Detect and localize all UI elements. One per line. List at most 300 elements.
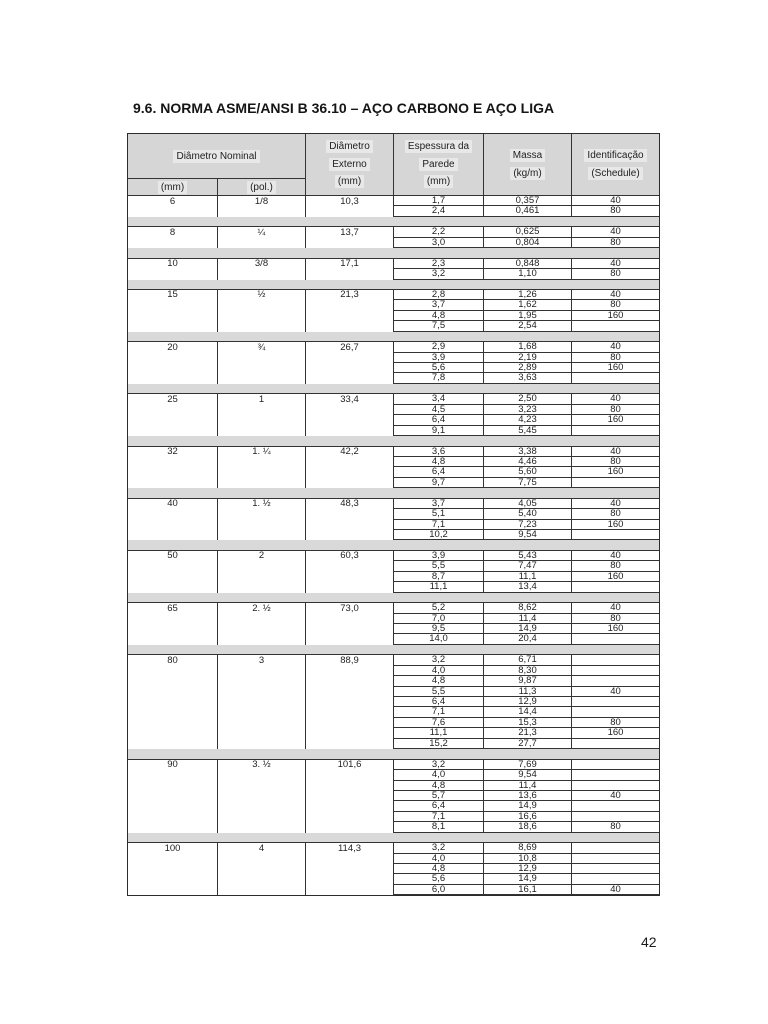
table-separator	[128, 217, 659, 227]
schedule-cell	[571, 373, 659, 382]
mass-cell: 8,30	[483, 666, 571, 675]
header-label: Massa	[510, 149, 545, 162]
table-row	[393, 687, 659, 697]
schedule-cell: 40	[571, 551, 659, 560]
table-row	[393, 415, 659, 425]
external-diameter-cell: 101,6	[305, 760, 393, 833]
header-nominal-diameter	[128, 134, 305, 195]
schedule-cell	[571, 739, 659, 748]
external-diameter-cell: 88,9	[305, 655, 393, 749]
mass-cell: 6,71	[483, 655, 571, 664]
table-group-rows	[393, 196, 659, 217]
table-row	[393, 206, 659, 216]
table-row	[393, 854, 659, 864]
table-group	[128, 551, 659, 593]
wall-thickness-cell: 4,0	[393, 854, 483, 863]
table-row	[393, 530, 659, 540]
mass-cell: 27,7	[483, 739, 571, 748]
table-row	[393, 697, 659, 707]
table-row	[393, 457, 659, 467]
schedule-cell: 160	[571, 467, 659, 476]
mass-cell: 1,68	[483, 342, 571, 351]
table-body	[128, 196, 659, 895]
header-label: Diâmetro	[326, 140, 373, 153]
nominal-pol-cell: 1/8	[217, 196, 305, 217]
nominal-pol-cell: 2. ½	[217, 603, 305, 645]
table-row	[393, 467, 659, 477]
table-row	[393, 311, 659, 321]
nominal-pol-cell: 1. ¼	[217, 447, 305, 489]
wall-thickness-cell: 3,6	[393, 447, 483, 456]
mass-cell: 5,60	[483, 467, 571, 476]
table-row	[393, 572, 659, 582]
schedule-cell	[571, 843, 659, 852]
external-diameter-cell: 114,3	[305, 843, 393, 895]
schedule-cell: 40	[571, 290, 659, 299]
header-nominal-units-row	[128, 178, 305, 195]
nominal-pol-cell: 2	[217, 551, 305, 593]
schedule-cell: 80	[571, 206, 659, 215]
nominal-pol-cell: 1	[217, 394, 305, 436]
table-row	[393, 363, 659, 373]
nominal-mm-cell: 65	[128, 603, 217, 645]
external-diameter-cell: 26,7	[305, 342, 393, 384]
nominal-mm-cell: 15	[128, 290, 217, 332]
wall-thickness-cell: 4,8	[393, 864, 483, 873]
schedule-cell: 40	[571, 259, 659, 268]
mass-cell: 5,40	[483, 509, 571, 518]
wall-thickness-cell: 4,8	[393, 311, 483, 320]
wall-thickness-cell: 2,9	[393, 342, 483, 351]
mass-cell: 16,1	[483, 885, 571, 894]
header-label: Espessura da	[405, 140, 472, 153]
schedule-cell	[571, 697, 659, 706]
nominal-pol-cell: 3	[217, 655, 305, 749]
schedule-cell: 160	[571, 624, 659, 633]
external-diameter-cell: 13,7	[305, 227, 393, 248]
table-row	[393, 520, 659, 530]
schedule-cell: 80	[571, 718, 659, 727]
page-number: 42	[641, 934, 657, 950]
schedule-cell: 160	[571, 728, 659, 737]
table-row	[393, 426, 659, 436]
schedule-cell: 40	[571, 603, 659, 612]
table-row	[393, 300, 659, 310]
table-row	[393, 561, 659, 571]
mass-cell: 0,625	[483, 227, 571, 236]
mass-cell: 4,23	[483, 415, 571, 424]
mass-cell: 18,6	[483, 822, 571, 831]
wall-thickness-cell: 9,7	[393, 478, 483, 487]
schedule-cell	[571, 770, 659, 779]
mass-cell: 15,3	[483, 718, 571, 727]
page-title: 9.6. NORMA ASME/ANSI B 36.10 – AÇO CARBONO E AÇO LIGA	[133, 100, 555, 116]
wall-thickness-cell: 5,1	[393, 509, 483, 518]
mass-cell: 10,8	[483, 854, 571, 863]
wall-thickness-cell: 7,6	[393, 718, 483, 727]
mass-cell: 12,9	[483, 697, 571, 706]
header-label: (mm)	[158, 181, 187, 194]
wall-thickness-cell: 3,7	[393, 499, 483, 508]
schedule-cell: 40	[571, 687, 659, 696]
schedule-cell: 80	[571, 353, 659, 362]
wall-thickness-cell: 9,1	[393, 426, 483, 435]
mass-cell: 7,69	[483, 760, 571, 769]
mass-cell: 14,9	[483, 801, 571, 810]
nominal-pol-cell: 3. ½	[217, 760, 305, 833]
table-row	[393, 405, 659, 415]
nominal-mm-cell: 8	[128, 227, 217, 248]
table-row	[393, 666, 659, 676]
table-separator	[128, 384, 659, 394]
table-group-rows	[393, 227, 659, 248]
wall-thickness-cell: 2,3	[393, 259, 483, 268]
table-group	[128, 603, 659, 645]
table-row	[393, 603, 659, 613]
wall-thickness-cell: 15,2	[393, 739, 483, 748]
table-group	[128, 760, 659, 833]
schedule-cell: 80	[571, 561, 659, 570]
schedule-cell	[571, 812, 659, 821]
nominal-pol-cell: ½	[217, 290, 305, 332]
header-label: (kg/m)	[510, 167, 544, 180]
table-row	[393, 227, 659, 237]
table-row	[393, 624, 659, 634]
mass-cell: 11,3	[483, 687, 571, 696]
nominal-pol-cell: 3/8	[217, 259, 305, 280]
mass-cell: 0,357	[483, 196, 571, 205]
table-row	[393, 342, 659, 352]
table-row	[393, 655, 659, 665]
wall-thickness-cell: 3,2	[393, 760, 483, 769]
nominal-mm-cell: 100	[128, 843, 217, 895]
schedule-cell: 80	[571, 509, 659, 518]
table-group	[128, 447, 659, 489]
header-nominal-mm	[128, 179, 217, 195]
schedule-cell: 160	[571, 363, 659, 372]
table-group	[128, 259, 659, 280]
table-separator	[128, 488, 659, 498]
table-group	[128, 394, 659, 436]
mass-cell: 12,9	[483, 864, 571, 873]
wall-thickness-cell: 14,0	[393, 634, 483, 643]
table-row	[393, 791, 659, 801]
table-row	[393, 394, 659, 404]
table-row	[393, 509, 659, 519]
mass-cell: 1,95	[483, 311, 571, 320]
schedule-cell	[571, 634, 659, 643]
external-diameter-cell: 42,2	[305, 447, 393, 489]
table-row	[393, 499, 659, 509]
wall-thickness-cell: 4,0	[393, 666, 483, 675]
external-diameter-cell: 73,0	[305, 603, 393, 645]
wall-thickness-cell: 5,6	[393, 874, 483, 883]
wall-thickness-cell: 3,9	[393, 551, 483, 560]
mass-cell: 8,62	[483, 603, 571, 612]
table-row	[393, 781, 659, 791]
table-separator	[128, 332, 659, 342]
wall-thickness-cell: 11,1	[393, 728, 483, 737]
wall-thickness-cell: 3,2	[393, 655, 483, 664]
schedule-cell: 40	[571, 885, 659, 894]
wall-thickness-cell: 4,8	[393, 781, 483, 790]
schedule-cell: 160	[571, 311, 659, 320]
wall-thickness-cell: 7,8	[393, 373, 483, 382]
wall-thickness-cell: 3,2	[393, 269, 483, 278]
table-row	[393, 196, 659, 206]
table-row	[393, 822, 659, 832]
mass-cell: 4,05	[483, 499, 571, 508]
header-label: Parede	[419, 158, 457, 171]
mass-cell: 1,62	[483, 300, 571, 309]
nominal-pol-cell: ¾	[217, 342, 305, 384]
nominal-mm-cell: 80	[128, 655, 217, 749]
table-group-rows	[393, 551, 659, 593]
table-group	[128, 655, 659, 749]
external-diameter-cell: 60,3	[305, 551, 393, 593]
table-separator	[128, 749, 659, 759]
table-row	[393, 582, 659, 592]
table-group-rows	[393, 342, 659, 384]
table-separator	[128, 540, 659, 550]
table-group	[128, 843, 659, 895]
table-group	[128, 290, 659, 332]
schedule-cell	[571, 582, 659, 591]
header-mass	[483, 134, 571, 195]
schedule-cell	[571, 478, 659, 487]
nominal-mm-cell: 90	[128, 760, 217, 833]
mass-cell: 7,75	[483, 478, 571, 487]
header-nominal-pol	[217, 179, 305, 195]
schedule-cell: 160	[571, 520, 659, 529]
mass-cell: 14,9	[483, 874, 571, 883]
wall-thickness-cell: 2,4	[393, 206, 483, 215]
external-diameter-cell: 10,3	[305, 196, 393, 217]
schedule-cell: 40	[571, 499, 659, 508]
table-row	[393, 728, 659, 738]
nominal-mm-cell: 25	[128, 394, 217, 436]
schedule-cell: 160	[571, 415, 659, 424]
nominal-mm-cell: 32	[128, 447, 217, 489]
wall-thickness-cell: 3,4	[393, 394, 483, 403]
table-row	[393, 770, 659, 780]
wall-thickness-cell: 10,2	[393, 530, 483, 539]
schedule-cell	[571, 760, 659, 769]
wall-thickness-cell: 2,2	[393, 227, 483, 236]
table-row	[393, 676, 659, 686]
wall-thickness-cell: 6,4	[393, 697, 483, 706]
schedule-cell	[571, 426, 659, 435]
wall-thickness-cell: 4,8	[393, 457, 483, 466]
wall-thickness-cell: 5,7	[393, 791, 483, 800]
table-group	[128, 227, 659, 248]
table-row	[393, 801, 659, 811]
table-row	[393, 373, 659, 383]
mass-cell: 21,3	[483, 728, 571, 737]
mass-cell: 20,4	[483, 634, 571, 643]
mass-cell: 0,848	[483, 259, 571, 268]
schedule-cell	[571, 676, 659, 685]
wall-thickness-cell: 8,1	[393, 822, 483, 831]
mass-cell: 5,45	[483, 426, 571, 435]
mass-cell: 0,461	[483, 206, 571, 215]
schedule-cell: 80	[571, 300, 659, 309]
schedule-cell	[571, 666, 659, 675]
nominal-pol-cell: ¼	[217, 227, 305, 248]
wall-thickness-cell: 6,4	[393, 415, 483, 424]
mass-cell: 16,6	[483, 812, 571, 821]
table-separator	[128, 436, 659, 446]
table-row	[393, 634, 659, 644]
wall-thickness-cell: 1,7	[393, 196, 483, 205]
wall-thickness-cell: 4,8	[393, 676, 483, 685]
schedule-cell	[571, 655, 659, 664]
mass-cell: 8,69	[483, 843, 571, 852]
table-row	[393, 707, 659, 717]
nominal-pol-cell: 1. ½	[217, 499, 305, 541]
schedule-cell: 40	[571, 791, 659, 800]
table-group	[128, 342, 659, 384]
schedule-cell	[571, 530, 659, 539]
wall-thickness-cell: 7,1	[393, 520, 483, 529]
header-wall-thickness	[393, 134, 483, 195]
table-group-rows	[393, 843, 659, 895]
schedule-cell: 40	[571, 447, 659, 456]
table-row	[393, 843, 659, 853]
mass-cell: 2,50	[483, 394, 571, 403]
mass-cell: 7,47	[483, 561, 571, 570]
mass-cell: 13,4	[483, 582, 571, 591]
wall-thickness-cell: 8,7	[393, 572, 483, 581]
table-row	[393, 259, 659, 269]
table-group-rows	[393, 603, 659, 645]
wall-thickness-cell: 6,0	[393, 885, 483, 894]
schedule-cell	[571, 854, 659, 863]
pipe-dimensions-table	[127, 133, 660, 896]
external-diameter-cell: 48,3	[305, 499, 393, 541]
wall-thickness-cell: 7,1	[393, 812, 483, 821]
table-group-rows	[393, 290, 659, 332]
table-row	[393, 447, 659, 457]
table-group-rows	[393, 655, 659, 749]
external-diameter-cell: 17,1	[305, 259, 393, 280]
header-label: Diâmetro Nominal	[173, 150, 259, 163]
wall-thickness-cell: 4,5	[393, 405, 483, 414]
schedule-cell	[571, 321, 659, 330]
table-row	[393, 238, 659, 248]
mass-cell: 7,23	[483, 520, 571, 529]
schedule-cell: 80	[571, 822, 659, 831]
mass-cell: 13,6	[483, 791, 571, 800]
table-row	[393, 614, 659, 624]
schedule-cell	[571, 874, 659, 883]
schedule-cell: 80	[571, 238, 659, 247]
wall-thickness-cell: 7,1	[393, 707, 483, 716]
table-group-rows	[393, 499, 659, 541]
schedule-cell: 40	[571, 342, 659, 351]
table-row	[393, 290, 659, 300]
table-row	[393, 478, 659, 488]
mass-cell: 2,19	[483, 353, 571, 362]
wall-thickness-cell: 6,4	[393, 801, 483, 810]
mass-cell: 9,54	[483, 770, 571, 779]
mass-cell: 3,23	[483, 405, 571, 414]
mass-cell: 1,26	[483, 290, 571, 299]
mass-cell: 0,804	[483, 238, 571, 247]
schedule-cell	[571, 801, 659, 810]
schedule-cell: 80	[571, 405, 659, 414]
mass-cell: 2,54	[483, 321, 571, 330]
table-row	[393, 269, 659, 279]
schedule-cell	[571, 781, 659, 790]
wall-thickness-cell: 7,5	[393, 321, 483, 330]
wall-thickness-cell: 3,7	[393, 300, 483, 309]
mass-cell: 14,4	[483, 707, 571, 716]
schedule-cell: 160	[571, 572, 659, 581]
nominal-mm-cell: 6	[128, 196, 217, 217]
table-row	[393, 551, 659, 561]
wall-thickness-cell: 4,0	[393, 770, 483, 779]
table-group-rows	[393, 259, 659, 280]
external-diameter-cell: 33,4	[305, 394, 393, 436]
table-group-rows	[393, 447, 659, 489]
header-schedule	[571, 134, 659, 195]
nominal-mm-cell: 50	[128, 551, 217, 593]
table-row	[393, 812, 659, 822]
mass-cell: 3,63	[483, 373, 571, 382]
wall-thickness-cell: 9,5	[393, 624, 483, 633]
mass-cell: 9,87	[483, 676, 571, 685]
header-label: (mm)	[335, 175, 364, 188]
table-row	[393, 739, 659, 749]
mass-cell: 11,1	[483, 572, 571, 581]
table-row	[393, 874, 659, 884]
wall-thickness-cell: 5,2	[393, 603, 483, 612]
header-nominal-title-cell	[128, 134, 305, 178]
table-group	[128, 499, 659, 541]
table-separator	[128, 645, 659, 655]
nominal-mm-cell: 40	[128, 499, 217, 541]
wall-thickness-cell: 3,9	[393, 353, 483, 362]
mass-cell: 3,38	[483, 447, 571, 456]
nominal-mm-cell: 20	[128, 342, 217, 384]
schedule-cell	[571, 707, 659, 716]
table-group-rows	[393, 760, 659, 833]
mass-cell: 14,9	[483, 624, 571, 633]
table-row	[393, 760, 659, 770]
mass-cell: 11,4	[483, 614, 571, 623]
table-header	[128, 134, 659, 196]
mass-cell: 1,10	[483, 269, 571, 278]
header-label: (pol.)	[247, 181, 276, 194]
nominal-pol-cell: 4	[217, 843, 305, 895]
wall-thickness-cell: 2,8	[393, 290, 483, 299]
mass-cell: 2,89	[483, 363, 571, 372]
header-label: (mm)	[424, 175, 453, 188]
header-label: Externo	[329, 158, 369, 171]
wall-thickness-cell: 5,5	[393, 687, 483, 696]
external-diameter-cell: 21,3	[305, 290, 393, 332]
wall-thickness-cell: 7,0	[393, 614, 483, 623]
mass-cell: 4,46	[483, 457, 571, 466]
table-separator	[128, 280, 659, 290]
table-separator	[128, 593, 659, 603]
nominal-mm-cell: 10	[128, 259, 217, 280]
table-row	[393, 321, 659, 331]
table-row	[393, 885, 659, 895]
table-group	[128, 196, 659, 217]
schedule-cell	[571, 864, 659, 873]
